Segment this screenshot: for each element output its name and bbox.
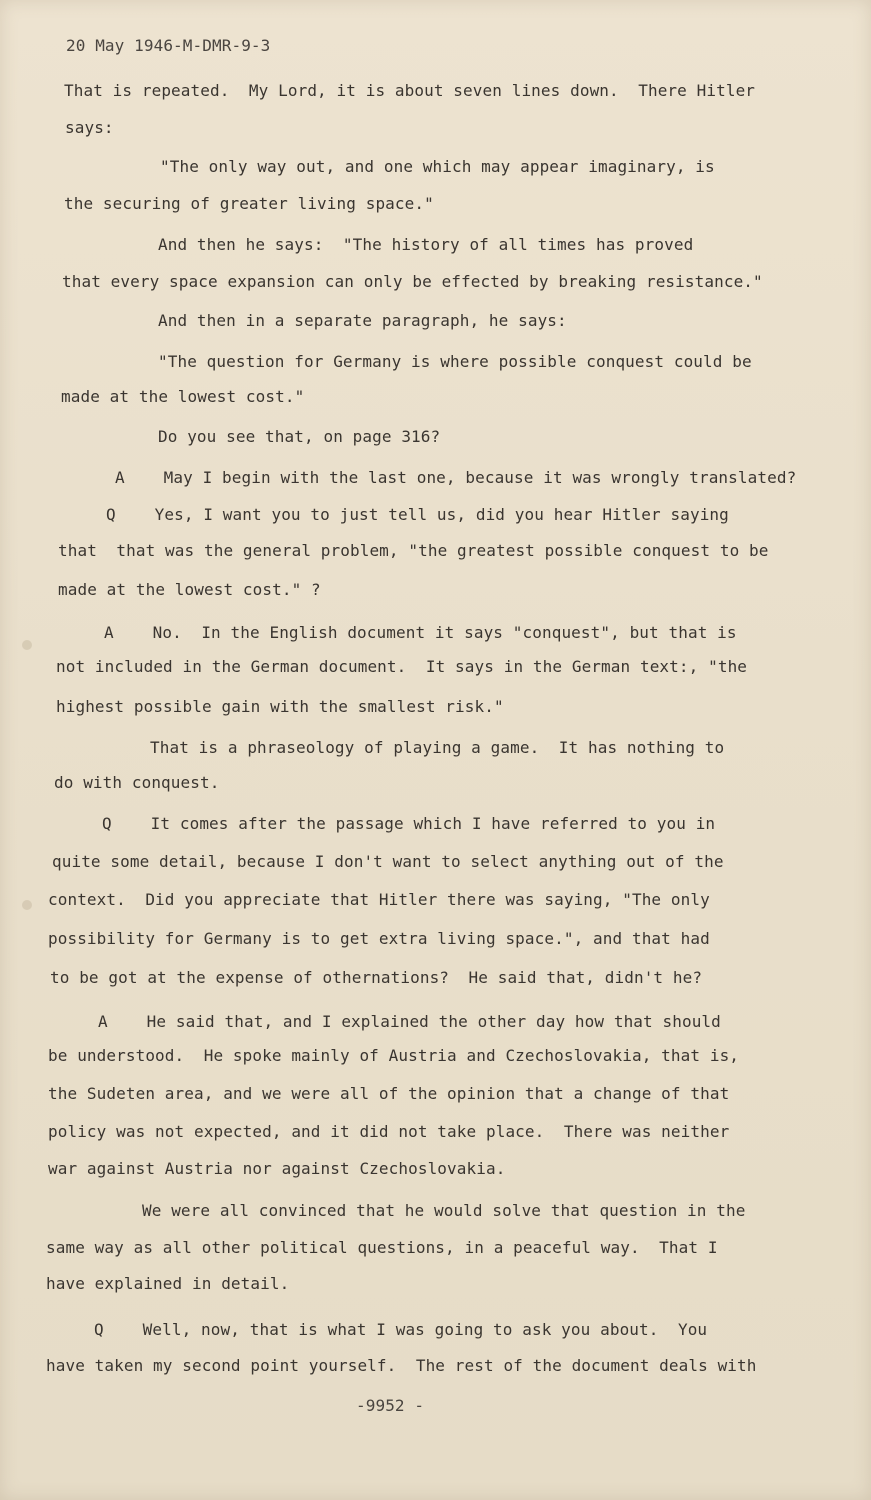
text-line: Q Well, now, that is what I was going to ask you about. You — [94, 1320, 708, 1339]
text-line: that every space expansion can only be effected by breaking resistance." — [62, 272, 763, 291]
text-line: We were all convinced that he would solve that question in the — [142, 1201, 746, 1220]
text-line: possibility for Germany is to get extra living space.", and that had — [48, 929, 710, 948]
text-line: have explained in detail. — [46, 1274, 290, 1293]
text-line: war against Austria nor against Czechoslovakia. — [48, 1159, 506, 1178]
punch-hole-mark — [22, 900, 32, 910]
text-line: And then in a separate paragraph, he says: — [158, 311, 567, 330]
text-line: the securing of greater living space." — [64, 194, 434, 213]
text-line: made at the lowest cost." ? — [58, 580, 321, 599]
text-line: same way as all other political questions, in a peaceful way. That I — [46, 1238, 718, 1257]
text-line: policy was not expected, and it did not take place. There was neither — [48, 1122, 730, 1141]
text-line: do with conquest. — [54, 773, 220, 792]
text-line: not included in the German document. It says in the German text:, "the — [56, 657, 748, 676]
text-line: A No. In the English document it says "conquest", but that is — [104, 623, 737, 642]
text-line: Do you see that, on page 316? — [158, 427, 441, 446]
text-line: "The question for Germany is where possible conquest could be — [158, 352, 752, 371]
text-line: have taken my second point yourself. The rest of the document deals with — [46, 1356, 757, 1375]
page-number: -9952 - — [356, 1396, 425, 1415]
punch-hole-mark — [22, 640, 32, 650]
text-line: Q It comes after the passage which I have referred to you in — [102, 814, 716, 833]
text-line: highest possible gain with the smallest risk." — [56, 697, 504, 716]
text-line: context. Did you appreciate that Hitler there was saying, "The only — [48, 890, 710, 909]
text-line: And then he says: "The history of all times has proved — [158, 235, 694, 254]
text-line: A He said that, and I explained the other day how that should — [98, 1012, 721, 1031]
text-line: be understood. He spoke mainly of Austria and Czechoslovakia, that is, — [48, 1046, 740, 1065]
text-line: made at the lowest cost." — [61, 387, 305, 406]
document-header: 20 May 1946-M-DMR-9-3 — [66, 36, 271, 55]
text-line: to be got at the expense of othernations? He said that, didn't he? — [50, 968, 703, 987]
text-line: that that was the general problem, "the greatest possible conquest to be — [58, 541, 769, 560]
text-line: Q Yes, I want you to just tell us, did you hear Hitler saying — [106, 505, 729, 524]
text-line: That is a phraseology of playing a game. It has nothing to — [150, 738, 725, 757]
text-line: the Sudeten area, and we were all of the opinion that a change of that — [48, 1084, 730, 1103]
text-line: "The only way out, and one which may appear imaginary, is — [160, 157, 715, 176]
text-line: A May I begin with the last one, because it was wrongly translated? — [115, 468, 797, 487]
text-line: That is repeated. My Lord, it is about seven lines down. There Hitler — [64, 81, 756, 100]
text-line: quite some detail, because I don't want to select anything out of the — [52, 852, 724, 871]
text-line: says: — [65, 118, 114, 137]
